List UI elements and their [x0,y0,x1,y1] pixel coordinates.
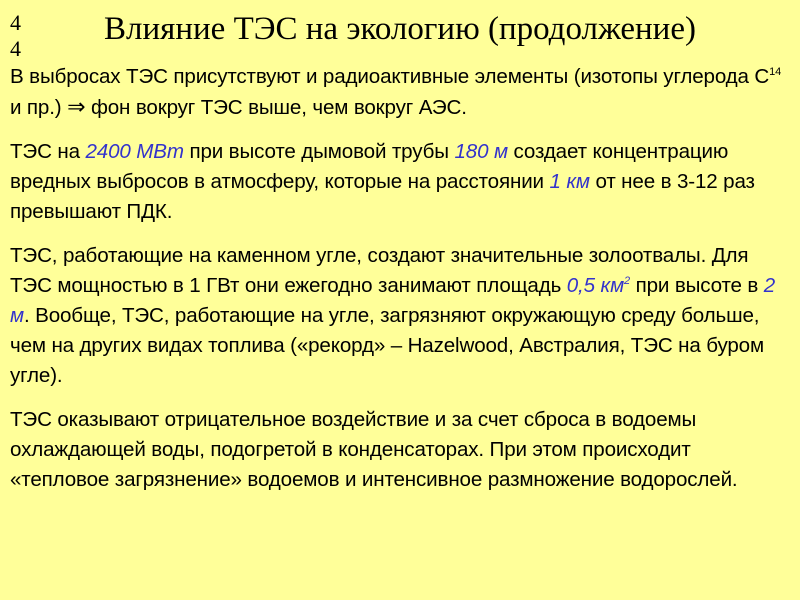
paragraph-radioactive-emissions [10,62,790,123]
area-number: 0,5 км [566,274,625,297]
slide-title: Влияние ТЭС на экологию (продолжение) [104,11,696,47]
area-superscript: 2 [624,275,631,287]
slide-number-line-2: 4 [10,36,21,61]
chimney-height-value: 180 м [454,140,508,163]
p3-text-2: при высоте в [630,274,764,297]
p2-text-1: ТЭС на [10,140,86,163]
p1-text-3: фон вокруг ТЭС выше, чем вокруг АЭС. [85,96,467,119]
distance-value: 1 км [549,170,590,193]
power-value: 2400 МВт [85,140,184,163]
slide-number-line-1: 4 [10,10,21,35]
isotope-superscript: 14 [769,66,782,78]
paragraph-thermal-pollution [10,405,790,495]
p2-text-3: создает концентрацию вредных выбросов в атмосферу, которые на расстоянии [10,140,729,193]
area-value [567,274,630,297]
dump-height-value: 2 м [10,274,776,327]
slide-number [10,10,30,62]
p3-text-3: . Вообще, ТЭС, работающие на угле, загрязняют окружающую среду больше, чем на других видах топлива («рекорд» – Hazelwood, Австралия, ТЭС на буром угле). [10,304,764,387]
p3-text-1: ТЭС, работающие на каменном угле, создают значительные золоотвалы. Для ТЭС мощностью в 1 ГВт они ежегодно занимают площадь [10,244,749,297]
p4-text: ТЭС оказывают отрицательное воздействие и за счет сброса в водоемы охлаждающей воды, подогретой в конденсаторах. При этом происходит «тепловое загрязнение» водоемов и интенсивное размножение водорослей. [10,408,738,491]
paragraph-emission-concentration [10,137,790,227]
paragraph-ash-dumps [10,241,790,391]
p1-text-1: В выбросах ТЭС присутствуют и радиоактивные элементы (изотопы углерода С [10,65,770,88]
p2-text-4: от нее в 3-12 раз превышают ПДК. [10,170,755,223]
p2-text-2: при высоте дымовой трубы [183,140,455,163]
p1-text-2: и пр.) [10,96,68,119]
slide-body [10,62,790,509]
implies-arrow-icon: ⇒ [67,94,86,119]
